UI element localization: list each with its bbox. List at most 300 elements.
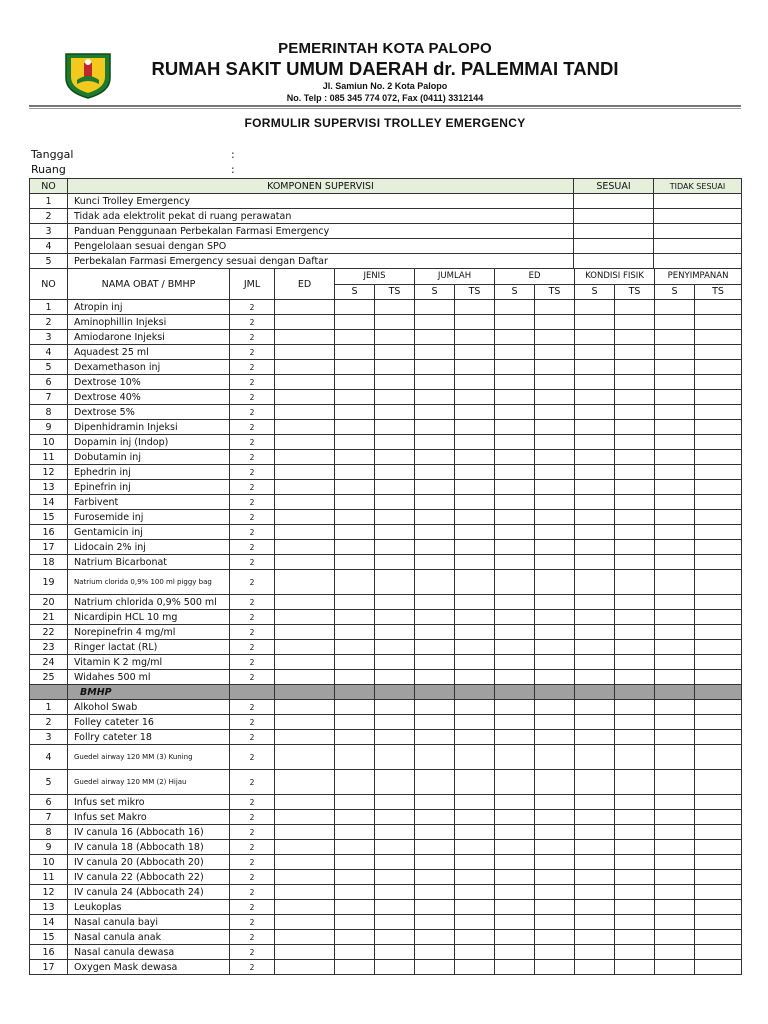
- check-cell[interactable]: [695, 540, 742, 555]
- check-cell[interactable]: [655, 625, 695, 640]
- check-cell[interactable]: [375, 450, 415, 465]
- check-cell[interactable]: [615, 795, 655, 810]
- check-cell[interactable]: [495, 345, 535, 360]
- item-ed-cell[interactable]: [275, 405, 335, 420]
- check-cell[interactable]: [335, 540, 375, 555]
- check-cell[interactable]: [655, 700, 695, 715]
- check-cell[interactable]: [535, 510, 575, 525]
- item-ed-cell[interactable]: [275, 770, 335, 795]
- check-cell[interactable]: [335, 960, 375, 975]
- check-cell[interactable]: [335, 345, 375, 360]
- check-cell[interactable]: [615, 730, 655, 745]
- check-cell[interactable]: [375, 810, 415, 825]
- check-cell[interactable]: [415, 420, 455, 435]
- check-cell[interactable]: [535, 930, 575, 945]
- check-cell[interactable]: [495, 540, 535, 555]
- check-cell[interactable]: [335, 525, 375, 540]
- check-cell[interactable]: [415, 450, 455, 465]
- check-cell[interactable]: [655, 465, 695, 480]
- check-cell[interactable]: [455, 960, 495, 975]
- check-cell[interactable]: [655, 810, 695, 825]
- check-cell[interactable]: [375, 465, 415, 480]
- check-cell[interactable]: [615, 655, 655, 670]
- check-cell[interactable]: [615, 360, 655, 375]
- check-cell[interactable]: [615, 495, 655, 510]
- check-cell[interactable]: [415, 670, 455, 685]
- check-cell[interactable]: [575, 595, 615, 610]
- check-cell[interactable]: [575, 960, 615, 975]
- check-cell[interactable]: [615, 770, 655, 795]
- check-cell[interactable]: [535, 610, 575, 625]
- check-cell[interactable]: [695, 885, 742, 900]
- check-cell[interactable]: [455, 640, 495, 655]
- check-cell[interactable]: [575, 730, 615, 745]
- check-cell[interactable]: [535, 795, 575, 810]
- item-ed-cell[interactable]: [275, 900, 335, 915]
- check-cell[interactable]: [615, 610, 655, 625]
- check-cell[interactable]: [455, 745, 495, 770]
- check-cell[interactable]: [535, 670, 575, 685]
- check-cell[interactable]: [335, 360, 375, 375]
- item-ed-cell[interactable]: [275, 640, 335, 655]
- check-cell[interactable]: [415, 700, 455, 715]
- check-cell[interactable]: [695, 300, 742, 315]
- check-cell[interactable]: [615, 840, 655, 855]
- check-cell[interactable]: [415, 390, 455, 405]
- check-cell[interactable]: [415, 360, 455, 375]
- check-cell[interactable]: [695, 420, 742, 435]
- check-cell[interactable]: [615, 300, 655, 315]
- item-ed-cell[interactable]: [275, 420, 335, 435]
- check-cell[interactable]: [695, 595, 742, 610]
- check-cell[interactable]: [575, 315, 615, 330]
- check-cell[interactable]: [415, 945, 455, 960]
- check-cell[interactable]: [695, 465, 742, 480]
- check-cell[interactable]: [535, 345, 575, 360]
- check-cell[interactable]: [495, 300, 535, 315]
- check-cell[interactable]: [615, 375, 655, 390]
- check-cell[interactable]: [615, 640, 655, 655]
- item-ed-cell[interactable]: [275, 930, 335, 945]
- check-cell[interactable]: [535, 900, 575, 915]
- check-cell[interactable]: [415, 540, 455, 555]
- check-cell[interactable]: [575, 420, 615, 435]
- check-cell[interactable]: [415, 640, 455, 655]
- check-cell[interactable]: [415, 610, 455, 625]
- check-cell[interactable]: [615, 700, 655, 715]
- check-cell[interactable]: [575, 360, 615, 375]
- check-cell[interactable]: [655, 885, 695, 900]
- check-cell[interactable]: [575, 715, 615, 730]
- check-cell[interactable]: [375, 420, 415, 435]
- check-cell[interactable]: [455, 315, 495, 330]
- check-cell[interactable]: [575, 870, 615, 885]
- check-cell[interactable]: [615, 555, 655, 570]
- check-cell[interactable]: [655, 655, 695, 670]
- check-cell[interactable]: [655, 945, 695, 960]
- check-cell[interactable]: [535, 405, 575, 420]
- check-cell[interactable]: [495, 770, 535, 795]
- check-cell[interactable]: [335, 300, 375, 315]
- check-cell[interactable]: [335, 495, 375, 510]
- item-ed-cell[interactable]: [275, 465, 335, 480]
- check-cell[interactable]: [615, 420, 655, 435]
- check-cell[interactable]: [415, 555, 455, 570]
- check-cell[interactable]: [495, 715, 535, 730]
- check-cell[interactable]: [375, 745, 415, 770]
- check-cell[interactable]: [455, 855, 495, 870]
- check-cell[interactable]: [335, 840, 375, 855]
- check-cell[interactable]: [615, 900, 655, 915]
- check-cell[interactable]: [535, 870, 575, 885]
- check-cell[interactable]: [655, 315, 695, 330]
- check-cell[interactable]: [455, 625, 495, 640]
- check-cell[interactable]: [455, 810, 495, 825]
- check-cell[interactable]: [335, 465, 375, 480]
- check-cell[interactable]: [495, 655, 535, 670]
- check-cell[interactable]: [335, 745, 375, 770]
- check-cell[interactable]: [455, 420, 495, 435]
- check-cell[interactable]: [375, 345, 415, 360]
- check-cell[interactable]: [535, 640, 575, 655]
- check-cell[interactable]: [415, 745, 455, 770]
- check-cell[interactable]: [615, 540, 655, 555]
- check-cell[interactable]: [615, 715, 655, 730]
- check-cell[interactable]: [375, 945, 415, 960]
- check-cell[interactable]: [375, 405, 415, 420]
- check-cell[interactable]: [575, 610, 615, 625]
- item-ed-cell[interactable]: [275, 610, 335, 625]
- check-cell[interactable]: [455, 915, 495, 930]
- check-cell[interactable]: [695, 900, 742, 915]
- check-cell[interactable]: [375, 655, 415, 670]
- check-cell[interactable]: [575, 640, 615, 655]
- check-cell[interactable]: [375, 360, 415, 375]
- check-cell[interactable]: [335, 700, 375, 715]
- item-ed-cell[interactable]: [275, 345, 335, 360]
- check-cell[interactable]: [535, 825, 575, 840]
- check-cell[interactable]: [495, 390, 535, 405]
- check-cell[interactable]: [655, 855, 695, 870]
- check-cell[interactable]: [655, 595, 695, 610]
- check-cell[interactable]: [335, 730, 375, 745]
- check-cell[interactable]: [695, 495, 742, 510]
- check-cell[interactable]: [615, 595, 655, 610]
- item-ed-cell[interactable]: [275, 525, 335, 540]
- item-ed-cell[interactable]: [275, 450, 335, 465]
- check-cell[interactable]: [615, 885, 655, 900]
- check-cell[interactable]: [455, 375, 495, 390]
- check-cell[interactable]: [455, 770, 495, 795]
- check-cell[interactable]: [455, 885, 495, 900]
- check-cell[interactable]: [655, 610, 695, 625]
- check-cell[interactable]: [455, 715, 495, 730]
- item-ed-cell[interactable]: [275, 480, 335, 495]
- check-cell[interactable]: [615, 930, 655, 945]
- check-cell[interactable]: [695, 655, 742, 670]
- check-cell[interactable]: [695, 345, 742, 360]
- check-cell[interactable]: [415, 770, 455, 795]
- check-cell[interactable]: [535, 655, 575, 670]
- check-cell[interactable]: [495, 640, 535, 655]
- check-cell[interactable]: [535, 315, 575, 330]
- check-cell[interactable]: [415, 435, 455, 450]
- check-cell[interactable]: [535, 360, 575, 375]
- check-cell[interactable]: [415, 885, 455, 900]
- check-cell[interactable]: [695, 745, 742, 770]
- check-cell[interactable]: [535, 480, 575, 495]
- check-cell[interactable]: [655, 930, 695, 945]
- check-cell[interactable]: [655, 330, 695, 345]
- item-ed-cell[interactable]: [275, 375, 335, 390]
- check-cell[interactable]: [535, 810, 575, 825]
- item-ed-cell[interactable]: [275, 570, 335, 595]
- check-cell[interactable]: [455, 540, 495, 555]
- check-cell[interactable]: [575, 375, 615, 390]
- check-cell[interactable]: [695, 670, 742, 685]
- check-cell[interactable]: [415, 495, 455, 510]
- check-cell[interactable]: [415, 870, 455, 885]
- check-cell[interactable]: [415, 465, 455, 480]
- check-cell[interactable]: [575, 840, 615, 855]
- check-cell[interactable]: [615, 390, 655, 405]
- item-ed-cell[interactable]: [275, 700, 335, 715]
- check-cell[interactable]: [535, 495, 575, 510]
- check-cell[interactable]: [495, 670, 535, 685]
- check-cell[interactable]: [415, 795, 455, 810]
- check-cell[interactable]: [455, 700, 495, 715]
- item-ed-cell[interactable]: [275, 555, 335, 570]
- check-cell[interactable]: [575, 465, 615, 480]
- check-cell[interactable]: [655, 730, 695, 745]
- check-cell[interactable]: [695, 930, 742, 945]
- check-cell[interactable]: [335, 945, 375, 960]
- check-cell[interactable]: [455, 330, 495, 345]
- check-cell[interactable]: [655, 525, 695, 540]
- check-cell[interactable]: [375, 435, 415, 450]
- check-cell[interactable]: [535, 915, 575, 930]
- check-cell[interactable]: [335, 330, 375, 345]
- check-cell[interactable]: [535, 330, 575, 345]
- check-cell[interactable]: [655, 420, 695, 435]
- not-ok-cell[interactable]: [654, 209, 742, 224]
- check-cell[interactable]: [575, 825, 615, 840]
- check-cell[interactable]: [575, 670, 615, 685]
- check-cell[interactable]: [615, 915, 655, 930]
- check-cell[interactable]: [655, 770, 695, 795]
- check-cell[interactable]: [375, 390, 415, 405]
- check-cell[interactable]: [415, 510, 455, 525]
- check-cell[interactable]: [615, 330, 655, 345]
- check-cell[interactable]: [455, 670, 495, 685]
- check-cell[interactable]: [535, 555, 575, 570]
- check-cell[interactable]: [575, 555, 615, 570]
- check-cell[interactable]: [495, 825, 535, 840]
- check-cell[interactable]: [415, 525, 455, 540]
- check-cell[interactable]: [335, 670, 375, 685]
- check-cell[interactable]: [335, 435, 375, 450]
- not-ok-cell[interactable]: [654, 239, 742, 254]
- check-cell[interactable]: [655, 795, 695, 810]
- check-cell[interactable]: [335, 625, 375, 640]
- check-cell[interactable]: [495, 360, 535, 375]
- check-cell[interactable]: [535, 945, 575, 960]
- check-cell[interactable]: [575, 795, 615, 810]
- check-cell[interactable]: [575, 885, 615, 900]
- check-cell[interactable]: [575, 700, 615, 715]
- check-cell[interactable]: [375, 840, 415, 855]
- check-cell[interactable]: [575, 810, 615, 825]
- item-ed-cell[interactable]: [275, 540, 335, 555]
- check-cell[interactable]: [335, 870, 375, 885]
- check-cell[interactable]: [575, 540, 615, 555]
- check-cell[interactable]: [615, 570, 655, 595]
- check-cell[interactable]: [335, 655, 375, 670]
- check-cell[interactable]: [695, 435, 742, 450]
- check-cell[interactable]: [455, 405, 495, 420]
- check-cell[interactable]: [335, 825, 375, 840]
- check-cell[interactable]: [655, 670, 695, 685]
- check-cell[interactable]: [535, 960, 575, 975]
- item-ed-cell[interactable]: [275, 625, 335, 640]
- check-cell[interactable]: [415, 570, 455, 595]
- ok-cell[interactable]: [574, 194, 654, 209]
- check-cell[interactable]: [335, 930, 375, 945]
- check-cell[interactable]: [375, 670, 415, 685]
- check-cell[interactable]: [535, 390, 575, 405]
- check-cell[interactable]: [495, 930, 535, 945]
- check-cell[interactable]: [335, 555, 375, 570]
- item-ed-cell[interactable]: [275, 825, 335, 840]
- ok-cell[interactable]: [574, 254, 654, 269]
- check-cell[interactable]: [495, 795, 535, 810]
- check-cell[interactable]: [695, 555, 742, 570]
- check-cell[interactable]: [615, 510, 655, 525]
- check-cell[interactable]: [375, 930, 415, 945]
- check-cell[interactable]: [455, 870, 495, 885]
- check-cell[interactable]: [615, 745, 655, 770]
- check-cell[interactable]: [375, 960, 415, 975]
- check-cell[interactable]: [695, 360, 742, 375]
- check-cell[interactable]: [335, 595, 375, 610]
- check-cell[interactable]: [495, 625, 535, 640]
- check-cell[interactable]: [455, 360, 495, 375]
- check-cell[interactable]: [375, 640, 415, 655]
- check-cell[interactable]: [495, 570, 535, 595]
- check-cell[interactable]: [455, 840, 495, 855]
- check-cell[interactable]: [695, 610, 742, 625]
- item-ed-cell[interactable]: [275, 315, 335, 330]
- check-cell[interactable]: [535, 465, 575, 480]
- check-cell[interactable]: [695, 795, 742, 810]
- check-cell[interactable]: [375, 555, 415, 570]
- check-cell[interactable]: [495, 915, 535, 930]
- check-cell[interactable]: [375, 570, 415, 595]
- check-cell[interactable]: [575, 345, 615, 360]
- check-cell[interactable]: [415, 300, 455, 315]
- check-cell[interactable]: [415, 480, 455, 495]
- check-cell[interactable]: [375, 700, 415, 715]
- check-cell[interactable]: [575, 570, 615, 595]
- check-cell[interactable]: [335, 450, 375, 465]
- check-cell[interactable]: [655, 480, 695, 495]
- check-cell[interactable]: [575, 915, 615, 930]
- check-cell[interactable]: [655, 405, 695, 420]
- check-cell[interactable]: [615, 855, 655, 870]
- check-cell[interactable]: [495, 840, 535, 855]
- check-cell[interactable]: [495, 480, 535, 495]
- check-cell[interactable]: [615, 960, 655, 975]
- ok-cell[interactable]: [574, 224, 654, 239]
- check-cell[interactable]: [335, 810, 375, 825]
- check-cell[interactable]: [415, 595, 455, 610]
- item-ed-cell[interactable]: [275, 795, 335, 810]
- check-cell[interactable]: [575, 390, 615, 405]
- check-cell[interactable]: [495, 610, 535, 625]
- check-cell[interactable]: [655, 570, 695, 595]
- check-cell[interactable]: [695, 810, 742, 825]
- item-ed-cell[interactable]: [275, 510, 335, 525]
- check-cell[interactable]: [455, 525, 495, 540]
- check-cell[interactable]: [575, 745, 615, 770]
- check-cell[interactable]: [455, 450, 495, 465]
- check-cell[interactable]: [375, 715, 415, 730]
- check-cell[interactable]: [695, 405, 742, 420]
- check-cell[interactable]: [495, 555, 535, 570]
- check-cell[interactable]: [455, 345, 495, 360]
- check-cell[interactable]: [495, 525, 535, 540]
- check-cell[interactable]: [455, 795, 495, 810]
- check-cell[interactable]: [375, 855, 415, 870]
- check-cell[interactable]: [335, 770, 375, 795]
- check-cell[interactable]: [375, 315, 415, 330]
- not-ok-cell[interactable]: [654, 254, 742, 269]
- not-ok-cell[interactable]: [654, 194, 742, 209]
- check-cell[interactable]: [335, 315, 375, 330]
- check-cell[interactable]: [695, 870, 742, 885]
- check-cell[interactable]: [695, 855, 742, 870]
- check-cell[interactable]: [495, 900, 535, 915]
- check-cell[interactable]: [695, 315, 742, 330]
- check-cell[interactable]: [495, 510, 535, 525]
- item-ed-cell[interactable]: [275, 745, 335, 770]
- check-cell[interactable]: [375, 795, 415, 810]
- check-cell[interactable]: [655, 840, 695, 855]
- check-cell[interactable]: [655, 640, 695, 655]
- check-cell[interactable]: [335, 885, 375, 900]
- item-ed-cell[interactable]: [275, 495, 335, 510]
- check-cell[interactable]: [335, 480, 375, 495]
- check-cell[interactable]: [495, 885, 535, 900]
- check-cell[interactable]: [575, 480, 615, 495]
- check-cell[interactable]: [335, 795, 375, 810]
- check-cell[interactable]: [575, 855, 615, 870]
- check-cell[interactable]: [575, 525, 615, 540]
- check-cell[interactable]: [535, 840, 575, 855]
- check-cell[interactable]: [455, 595, 495, 610]
- item-ed-cell[interactable]: [275, 595, 335, 610]
- check-cell[interactable]: [495, 810, 535, 825]
- check-cell[interactable]: [375, 625, 415, 640]
- check-cell[interactable]: [655, 450, 695, 465]
- check-cell[interactable]: [375, 480, 415, 495]
- check-cell[interactable]: [495, 730, 535, 745]
- check-cell[interactable]: [495, 435, 535, 450]
- check-cell[interactable]: [415, 730, 455, 745]
- check-cell[interactable]: [415, 625, 455, 640]
- check-cell[interactable]: [455, 825, 495, 840]
- check-cell[interactable]: [455, 945, 495, 960]
